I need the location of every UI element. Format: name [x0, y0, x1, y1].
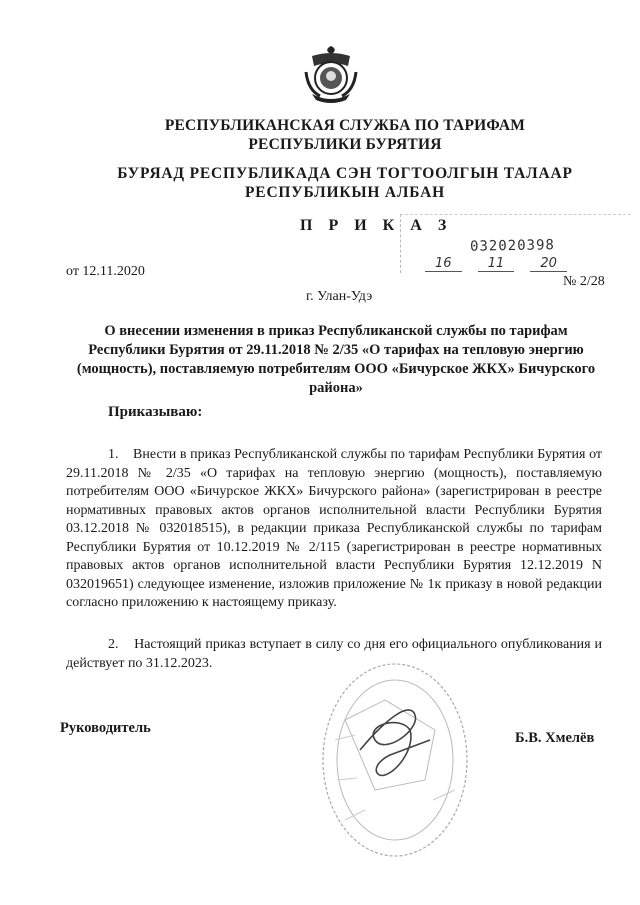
- coat-of-arms-icon: [298, 42, 364, 104]
- signer-name: Б.В. Хмелёв: [515, 730, 595, 746]
- official-seal-icon: [315, 660, 475, 865]
- order-number: № 2/28: [563, 274, 605, 289]
- document-type: П Р И К А З: [300, 217, 453, 234]
- order-date: от 12.11.2020: [66, 264, 145, 279]
- registration-day: 16: [425, 256, 462, 272]
- registration-date: [425, 256, 579, 272]
- signer-position: Руководитель: [60, 720, 151, 736]
- order-title: О внесении изменения в приказ Республиканской службы по тарифам Республики Бурятия от 29.11.2018 № 2/35 «О тарифах на тепловую энергию (мощность), поставляемую потребителям ООО «Бичурское ЖКХ» Бичурского района»: [76, 323, 596, 396]
- paragraph-1: 1. Внести в приказ Республиканской службы по тарифам Республики Бурятия от 29.11.2018 № 2/35 «О тарифах на тепловую энергию (мощность), поставляемую потребителям ООО «Бичурское ЖКХ» Бичурского района» (зарегистрирован в реестре нормативных правовых актов органов исполнительной власти Республики Бурятия 03.12.2018 № 032018515), в редакции приказа Республиканской службы по тарифам Республики Бурятия от 10.12.2019 № 2/115 (зарегистрирован в реестре нормативных правовых актов органов исполнительной власти Республики Бурятия 12.12.2019 N 032019651) следующее изменение, изложив приложение № 1к приказу в новой редакции согласно приложению к настоящему приказу.: [66, 447, 602, 610]
- order-city: г. Улан-Удэ: [306, 289, 373, 304]
- registration-year: 20: [530, 256, 567, 272]
- paragraph-2: 2. Настоящий приказ вступает в силу со дня его официального опубликования и действует по 31.12.2023.: [66, 637, 602, 671]
- organization-name-bua: БУРЯАД РЕСПУБЛИКАДА СЭН ТОГТООЛГЫН ТАЛААР РЕСПУБЛИКЫН АЛБАН: [117, 165, 573, 201]
- organization-name-ru: РЕСПУБЛИКАНСКАЯ СЛУЖБА ПО ТАРИФАМ РЕСПУБЛИКИ БУРЯТИЯ: [164, 117, 526, 153]
- registration-month: 11: [478, 256, 515, 272]
- order-directive: Приказываю:: [108, 404, 203, 420]
- registration-number: 032020398: [469, 237, 555, 255]
